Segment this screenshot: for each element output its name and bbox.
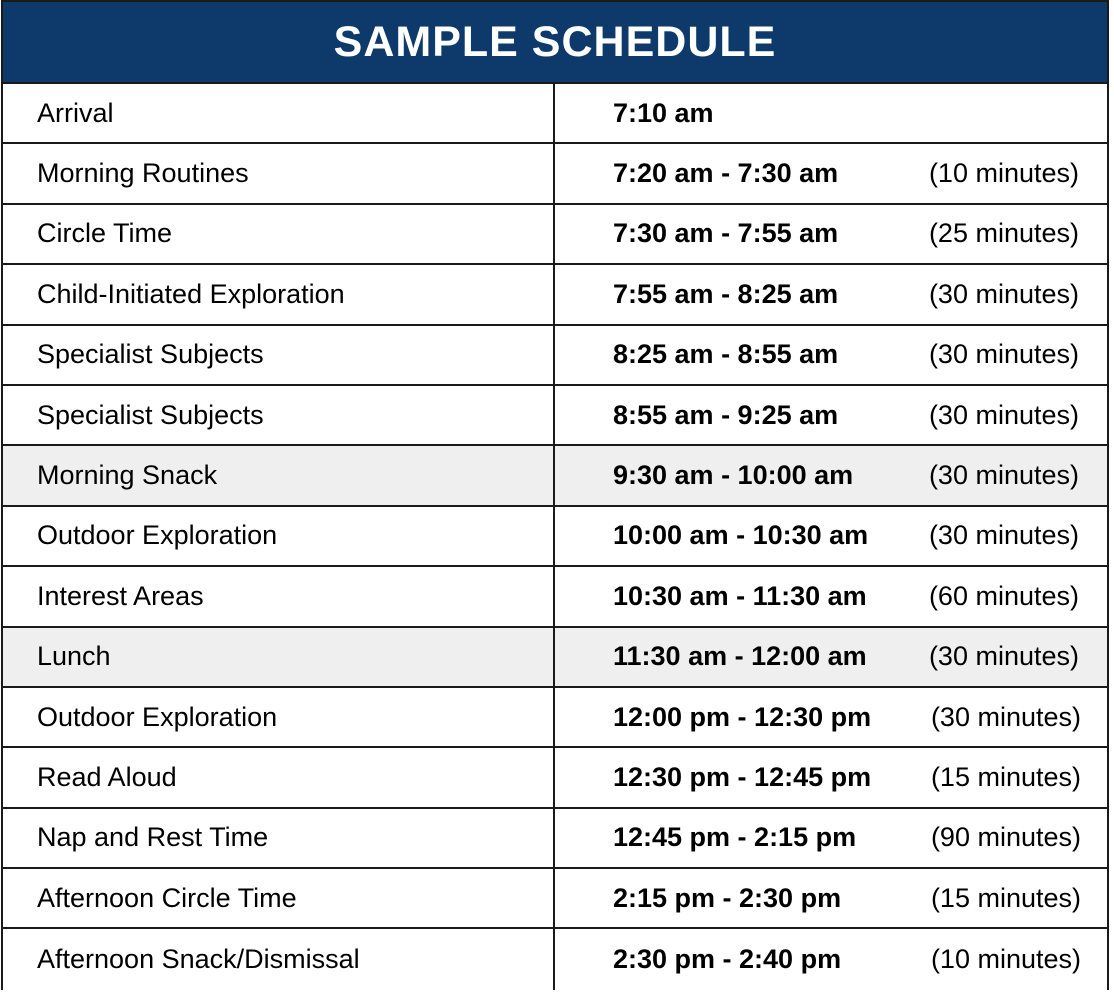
duration: (30 minutes) xyxy=(928,399,1079,430)
table-row xyxy=(3,326,1107,386)
time-cell xyxy=(555,326,1107,384)
time-cell xyxy=(555,265,1107,323)
time-cell xyxy=(555,748,1107,806)
duration: (15 minutes) xyxy=(930,882,1081,913)
activity-cell: Specialist Subjects xyxy=(3,386,555,444)
time-cell xyxy=(555,507,1107,565)
duration: (25 minutes) xyxy=(928,218,1079,249)
table-header xyxy=(3,2,1107,84)
activity-cell: Outdoor Exploration xyxy=(3,507,555,565)
time-range: 10:00 am - 10:30 am xyxy=(613,520,869,551)
time-cell xyxy=(555,144,1107,202)
duration: (30 minutes) xyxy=(928,339,1079,370)
time-cell xyxy=(555,84,1107,142)
time-cell xyxy=(555,205,1107,263)
table-row xyxy=(3,144,1107,204)
activity-cell: Afternoon Circle Time xyxy=(3,869,555,927)
time-cell xyxy=(555,809,1107,867)
time-range: 12:45 pm - 2:15 pm xyxy=(613,822,857,853)
schedule-rows xyxy=(3,84,1107,990)
time-range: 7:10 am xyxy=(613,97,714,128)
duration: (30 minutes) xyxy=(928,278,1079,309)
duration: (30 minutes) xyxy=(930,701,1081,732)
time-cell xyxy=(555,929,1107,989)
activity-cell: Circle Time xyxy=(3,205,555,263)
time-range: 7:20 am - 7:30 am xyxy=(613,158,839,189)
time-cell xyxy=(555,567,1107,625)
time-range: 2:15 pm - 2:30 pm xyxy=(613,882,842,913)
duration: (30 minutes) xyxy=(928,460,1079,491)
time-range: 11:30 am - 12:00 am xyxy=(613,641,867,672)
table-row xyxy=(3,205,1107,265)
time-cell xyxy=(555,446,1107,504)
activity-cell: Interest Areas xyxy=(3,567,555,625)
time-range: 10:30 am - 11:30 am xyxy=(613,580,867,611)
activity-cell: Lunch xyxy=(3,628,555,686)
time-cell xyxy=(555,869,1107,927)
table-row xyxy=(3,929,1107,989)
table-row xyxy=(3,507,1107,567)
activity-cell: Morning Snack xyxy=(3,446,555,504)
table-row xyxy=(3,688,1107,748)
duration: (10 minutes) xyxy=(928,158,1079,189)
activity-cell: Afternoon Snack/Dismissal xyxy=(3,929,555,989)
duration: (90 minutes) xyxy=(930,822,1081,853)
time-range: 12:30 pm - 12:45 pm xyxy=(613,761,872,792)
time-range: 12:00 pm - 12:30 pm xyxy=(613,701,872,732)
time-range: 8:25 am - 8:55 am xyxy=(613,339,839,370)
activity-cell: Morning Routines xyxy=(3,144,555,202)
table-row xyxy=(3,265,1107,325)
time-cell xyxy=(555,688,1107,746)
table-row xyxy=(3,809,1107,869)
table-row xyxy=(3,748,1107,808)
time-range: 7:55 am - 8:25 am xyxy=(613,278,839,309)
time-range: 7:30 am - 7:55 am xyxy=(613,218,839,249)
activity-cell: Read Aloud xyxy=(3,748,555,806)
activity-cell: Arrival xyxy=(3,84,555,142)
time-cell xyxy=(555,628,1107,686)
table-title: SAMPLE SCHEDULE xyxy=(333,17,777,66)
time-range: 2:30 pm - 2:40 pm xyxy=(613,944,842,975)
activity-cell: Outdoor Exploration xyxy=(3,688,555,746)
activity-cell: Nap and Rest Time xyxy=(3,809,555,867)
duration: (10 minutes) xyxy=(930,944,1081,975)
activity-cell: Specialist Subjects xyxy=(3,326,555,384)
duration: (15 minutes) xyxy=(930,761,1081,792)
time-range: 8:55 am - 9:25 am xyxy=(613,399,839,430)
table-row-shaded xyxy=(3,628,1107,688)
activity-cell: Child-Initiated Exploration xyxy=(3,265,555,323)
schedule-table xyxy=(1,0,1109,990)
time-cell xyxy=(555,386,1107,444)
time-range: 9:30 am - 10:00 am xyxy=(613,460,854,491)
duration: (30 minutes) xyxy=(928,520,1079,551)
table-row xyxy=(3,84,1107,144)
duration: (30 minutes) xyxy=(928,641,1079,672)
duration: (60 minutes) xyxy=(928,580,1079,611)
table-row xyxy=(3,386,1107,446)
table-row-shaded xyxy=(3,446,1107,506)
table-row xyxy=(3,869,1107,929)
table-row xyxy=(3,567,1107,627)
